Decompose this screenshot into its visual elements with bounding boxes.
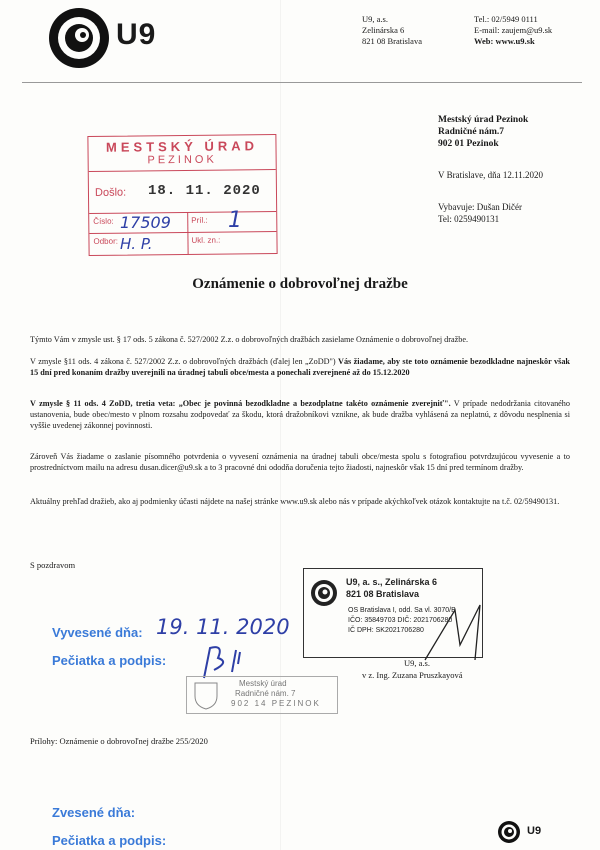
stamp-prilohy-value: 1 [228,208,242,233]
paragraph-2 [30,356,570,378]
date-line: V Bratislave, dňa 12.11.2020 [438,170,543,180]
u9-logo-icon [46,5,112,71]
bottom-stamp-signature-label: Pečiatka a podpis: [52,833,167,848]
logo-text: U9 [116,18,157,51]
stamp-prilohy-label: Príl.: [191,215,208,225]
signature-mark [420,600,490,670]
company-stamp-line3: OS Bratislava I, odd. Sa vl. 3070/B [348,607,456,614]
company-city: 821 08 Bratislava [362,36,422,46]
stamp-odbor-label: Odbor: [93,236,118,246]
document-title: Oznámenie o dobrovoľnej dražbe [192,276,408,292]
company-email: E-mail: zaujem@u9.sk [474,25,553,35]
contact-person [438,201,522,225]
municipal-stamp-line2: Radničné nám. 7 [235,689,296,698]
stamp-signature-label: Pečiatka a podpis: [52,653,167,668]
company-web: Web: www.u9.sk [474,36,535,46]
removed-date-label: Zvesené dňa: [52,805,136,820]
stamp-date: 18. 11. 2020 [148,183,261,199]
paragraph-3-normal: V prípade nedodržania citovaného ustanovenia, bude obec/mesto v plnom rozsahu zodpovedať za škodu, ktorá dražobníkovi vznikne, ak bude dražba vyhlásená za neplatnú, z dôvodu nesplnenia si vyššie uvedenej zákonnej povinnosti. [30,399,570,430]
stamp-cislo-value: 17509 [120,213,171,232]
recipient-line1: Mestský úrad Pezinok [438,115,529,125]
contact-tel: Tel: 0259490131 [438,214,500,224]
municipal-stamp-line3: 902 14 PEZINOK [231,699,321,708]
paragraph-4: Zároveň Vás žiadame o zaslanie písomného potvrdenia o vyvesení oznámenia na úradnej tabuli obce/mesta spolu s fotografiou potvrdzujúcou vyvesenie a to prostredníctvom mailu na adresu dusan.dicer@u9.sk a to 3 pracovné dni ododňa doručenia tejto žiadosti, najneskôr však 15 dní pred termínom dražby. [30,452,570,472]
company-contact [474,14,552,47]
company-stamp-line1: U9, a. s., Zelinárska 6 [346,577,438,587]
greeting: S pozdravom [30,560,76,570]
recipient-address [438,114,528,150]
stamp-title1: MESTSKÝ ÚRAD [105,138,259,155]
company-phone: Tel.: 02/5949 0111 [474,14,538,24]
recipient-line3: 902 01 Pezinok [438,139,499,149]
paragraph-2-normal: V zmysle §11 ods. 4 zákona č. 527/2002 Z.z. o dobrovoľných dražbách (ďalej len „ZoDD") [30,357,339,366]
company-street: Zelinárska 6 [362,25,405,35]
stamp-title2: PEZINOK [147,153,217,167]
header-divider [22,82,582,83]
company-stamp-line4: IČO: 35849703 DIČ: 2021706280 [348,617,453,624]
company-name: U9, a.s. [362,14,388,24]
u9-stamp-logo-icon [309,578,339,608]
paragraph-3 [30,398,570,431]
municipal-stamp-line1: Mestský úrad [239,679,287,688]
company-address [362,14,422,47]
footer-logo-text: U9 [527,825,542,837]
paragraph-1: Týmto Vám v zmysle ust. § 17 ods. 5 zákona č. 527/2002 Z.z. o dobrovoľných dražbách zasielame Oznámenie o dobrovoľnej dražbe. [30,335,469,344]
recipient-line2: Radničné nám.7 [438,127,504,137]
posted-date-label: Vyvesené dňa: [52,625,143,640]
posted-date-handwritten: 19. 11. 2020 [156,615,290,639]
stamp-odbor-value: H. P. [120,235,153,253]
coat-of-arms-icon [191,680,221,710]
signature-company: U9, a.s. [404,658,430,668]
paragraph-2-bold: Vás žiadame, aby ste toto oznámenie bezodkladne najneskôr však 15 dní pred konaním dražby uverejnili na úradnej tabuli obce/mesta a ponechali zverejnené až do 15.12.2020 [30,357,570,377]
attachments: Prílohy: Oznámenie o dobrovoľnej dražbe 255/2020 [30,736,208,746]
company-stamp-line2: 821 08 Bratislava [346,589,420,599]
signature-name: v z. Ing. Zuzana Pruszkayová [362,670,463,680]
paragraph-3-bold: V zmysle § 11 ods. 4 ZoDD, tretia veta: „Obec je povinná bezodkladne a bezodplatne takéto oznámenie zverejniť". [30,399,451,408]
stamp-cislo-label: Číslo: [93,216,114,226]
stamp-doslo-label: Došlo: [94,186,127,199]
stamp-ukl-label: Ukl. zn.: [191,235,221,245]
footer-u9-logo-icon [497,820,521,844]
vybavuje: Vybavuje: Dušan Dičér [438,202,522,212]
municipal-stamp [186,676,338,714]
paragraph-5: Aktuálny prehľad dražieb, ako aj podmienky účasti nájdete na našej stránke www.u9.sk alebo nás v prípade akýchkoľvek otázok kontaktujte na t.č. 02/59490131. [30,497,560,506]
company-stamp-line5: IČ DPH: SK2021706280 [348,627,424,634]
